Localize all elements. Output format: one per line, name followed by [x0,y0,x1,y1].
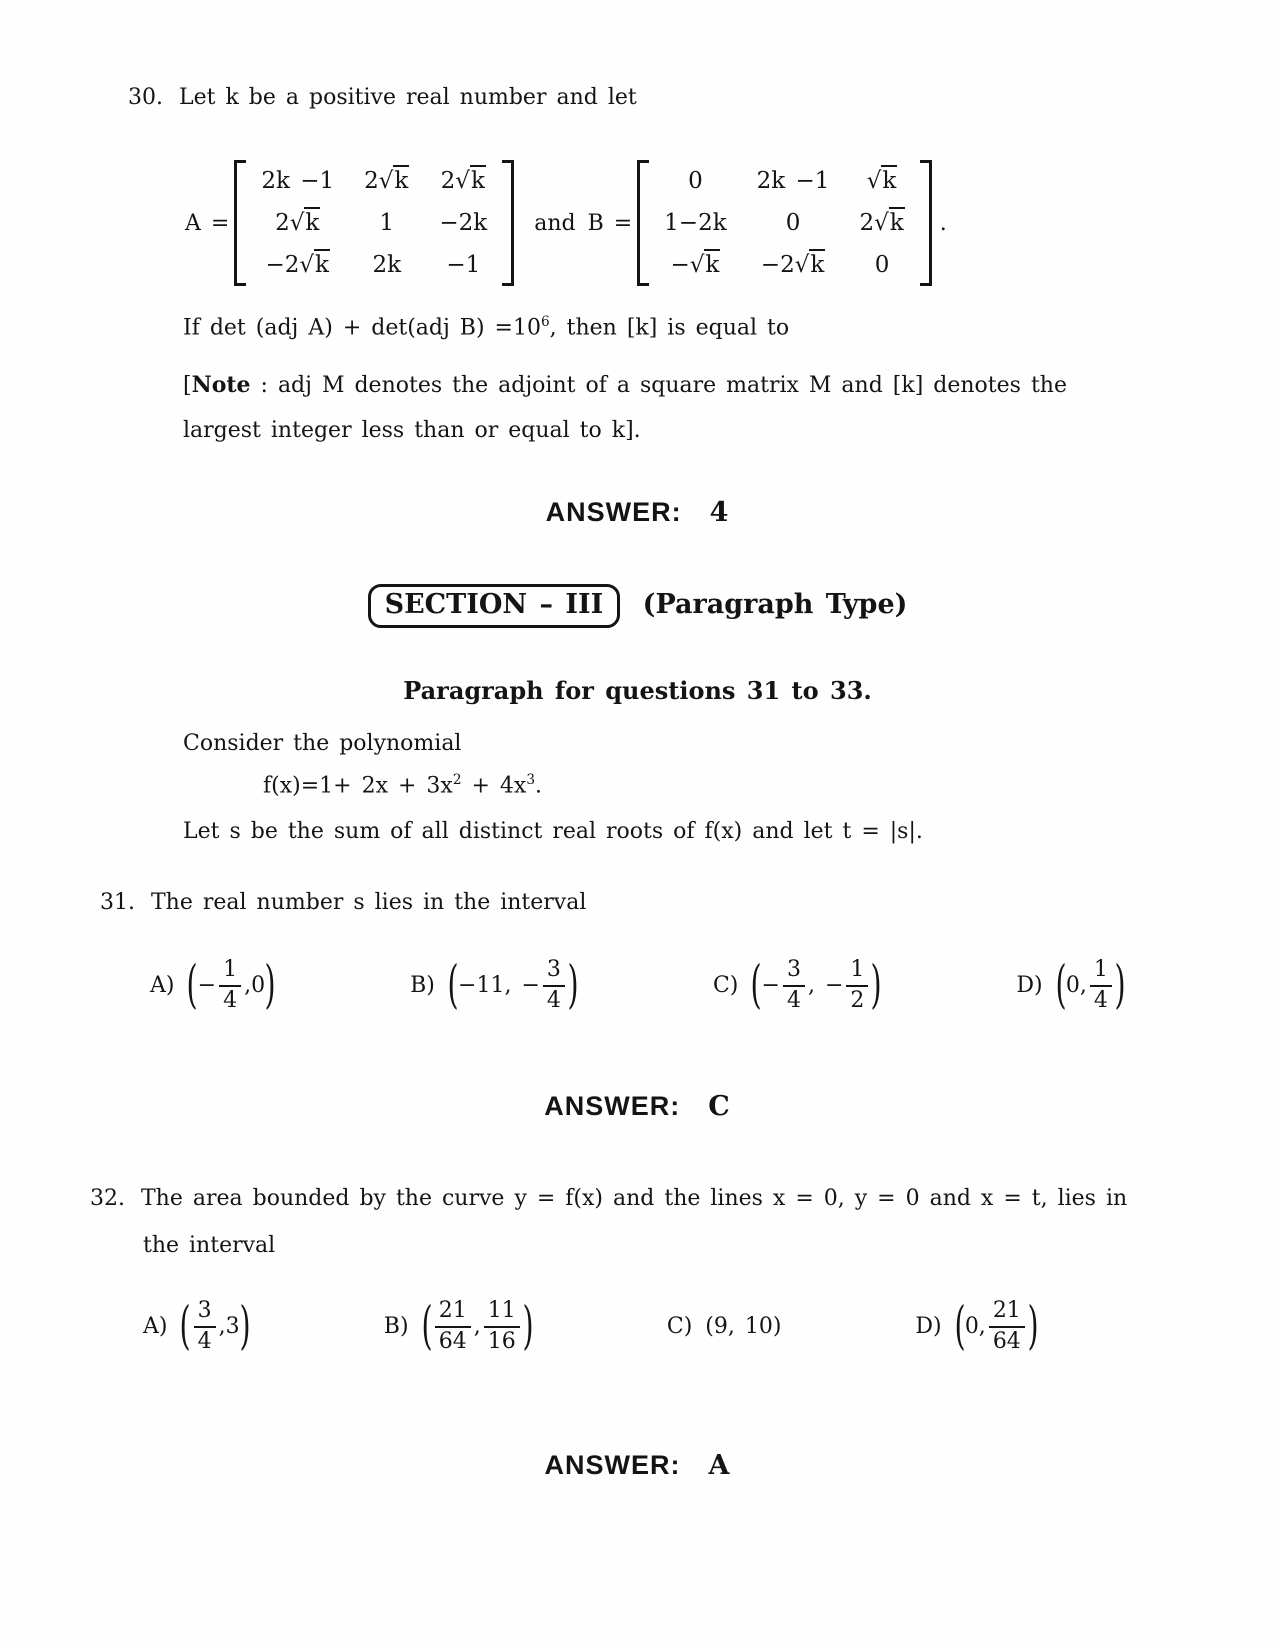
option-value: ( 0, $\frac{21}{64}$ ) [954,1295,1039,1356]
big-paren: ) [1027,1295,1039,1356]
note-bold-word: Note [191,372,251,399]
big-paren: ( [447,954,459,1015]
answer-32-label: ANSWER: [544,1449,681,1480]
fraction: $\frac{3}{4}$ [194,1298,216,1356]
matrix-equation [185,160,1275,286]
answer-option [383,1295,534,1356]
answer-31-value: C [708,1090,731,1122]
matrix-cell: 2 √k [349,160,424,202]
question-31-options [150,943,1125,1029]
question-30-text: Let k be a positive real number and let [179,85,637,110]
question-31-number: 31. [100,889,135,915]
option-value: (9, 10) [705,1314,782,1340]
sqrt: √k [379,168,410,194]
fraction: $\frac{1}{4}$ [219,957,241,1015]
fraction: $\frac{1}{4}$ [1090,957,1112,1015]
option-value: ( − $\frac{1}{4}$ ,0 ) [187,954,276,1015]
big-paren: ) [567,954,579,1015]
fraction: $\frac{3}{4}$ [543,957,565,1015]
sqrt: √k [795,252,826,278]
big-paren: ) [239,1295,251,1356]
question-31-intro [100,890,1275,915]
sqrt: √k [455,168,486,194]
big-paren: ( [954,1295,966,1356]
answer-32 [0,1450,1275,1481]
answer-30-value: 4 [709,497,730,529]
matrix-b [649,160,920,286]
question-31-text: The real number s lies in the interval [151,889,587,915]
big-paren: ( [180,1295,192,1356]
question-30-note-line1 [183,372,1275,398]
big-paren: ( [187,954,199,1015]
question-32-intro [90,1186,1275,1211]
paragraph-line2: Let s be the sum of all distinct real roots of f(x) and let t = |s|. [183,818,923,844]
answer-option [915,1295,1039,1356]
question-30-note-line2: largest integer less than or equal to k]. [183,418,641,444]
sqrt: √k [867,168,898,194]
big-paren: ) [870,954,883,1015]
answer-30-label: ANSWER: [545,497,682,528]
note-open-bracket: [ [183,373,192,399]
matrix-cell: 0 [688,168,703,194]
note-rest: : adj M denotes the adjoint of a square matrix M and [k] denotes the [250,373,1067,399]
sqrt: √k [290,210,321,236]
equation-period: . [939,210,947,236]
matrix-cell: 2k [372,252,402,278]
matrix-b-right-bracket [920,160,932,286]
section-header [0,584,1275,628]
question-30-condition: If det (adj A) + det(adj $B) =10^6$, then [k] is equal to [183,314,790,341]
big-paren: ( [750,954,762,1015]
polynomial-formula: $f(x)=1+ 2x + 3x^2 + 4x^3$. [263,772,542,799]
matrix-cell: 2 √k [246,202,349,244]
matrix-cell: −2k [439,210,488,236]
matrix-cell: −1 [446,252,481,278]
answer-option [712,954,883,1015]
option-value: ( − $\frac{3}{4}$ , − $\frac{1}{2}$ ) [750,954,883,1015]
answer-option [143,1295,251,1356]
matrix-cell: 2 √k [844,202,919,244]
matrix-cell: 1 [379,210,395,236]
matrix-cell: 0 [785,210,801,236]
option-label: D) [1016,973,1043,999]
fraction: $\frac{1}{2}$ [846,957,868,1015]
answer-option [1016,954,1126,1015]
answer-31-label: ANSWER: [544,1090,681,1121]
option-value: ( 0, $\frac{1}{4}$ ) [1055,954,1126,1015]
section-type-label: (Paragraph Type) [642,589,908,621]
fraction: $\frac{3}{4}$ [783,957,805,1015]
answer-option [150,954,276,1015]
option-label: A) [143,1314,168,1340]
fraction: $\frac{21}{64}$ [989,1298,1025,1356]
big-paren: ) [1114,954,1126,1015]
question-32-text-line2: the interval [143,1232,276,1258]
matrix-cell: − √k [649,244,741,286]
sqrt: √k [299,252,330,278]
matrix-cell: 2k −1 [756,168,830,194]
question-32-number: 32. [90,1185,125,1211]
option-label: D) [915,1314,942,1340]
question-32-text-line1: The area bounded by the curve y = f(x) and the lines x = 0, y = 0 and x = t, lies in [141,1185,1128,1211]
option-label: C) [712,973,739,999]
answer-option [410,954,579,1015]
big-paren: ) [522,1295,534,1356]
option-value: ( $\frac{3}{4}$ ,3 ) [180,1295,251,1356]
question-32-options [143,1284,1038,1370]
answer-32-value: A [708,1449,731,1481]
section-title-box: SECTION – III [368,584,621,628]
big-paren: ) [264,954,276,1015]
matrix-cell [844,160,919,202]
big-paren: ( [1055,954,1067,1015]
answer-option [667,1314,782,1339]
matrix-cell: 2 √k [424,160,502,202]
and-label: and [534,210,576,236]
option-value: ( $\frac{21}{64}$ , $\frac{11}{16}$ ) [421,1295,534,1356]
option-label: B) [410,973,435,999]
matrix-cell: 0 [874,252,890,278]
matrix-cell: −2 √k [742,244,845,286]
option-value: ( −11, − $\frac{3}{4}$ ) [447,954,579,1015]
question-30-intro [128,0,1275,110]
answer-30 [0,497,1275,528]
fraction: $\frac{21}{64}$ [435,1298,471,1356]
matrix-a-left-bracket [234,160,246,286]
matrix-cell: −2 √k [246,244,349,286]
matrix-a [246,160,502,286]
big-paren: ( [421,1295,433,1356]
matrix-cell: 1−2k [664,210,727,236]
matrix-b-left-bracket [637,160,649,286]
option-label: B) [383,1314,409,1340]
sqrt: √k [874,210,905,236]
paragraph-title: Paragraph for questions 31 to 33. [403,676,872,706]
fraction: $\frac{11}{16}$ [484,1298,520,1356]
option-label: A) [150,973,175,999]
answer-31 [0,1091,1275,1122]
matrix-a-label: A = [185,210,230,236]
matrix-b-label: B = [587,210,633,236]
question-30-number: 30. [128,85,163,110]
sqrt: √k [690,252,721,278]
paragraph-line1: Consider the polynomial [183,731,462,757]
matrix-cell: 2k −1 [261,168,335,194]
matrix-a-right-bracket [502,160,514,286]
option-label: C) [666,1314,693,1340]
